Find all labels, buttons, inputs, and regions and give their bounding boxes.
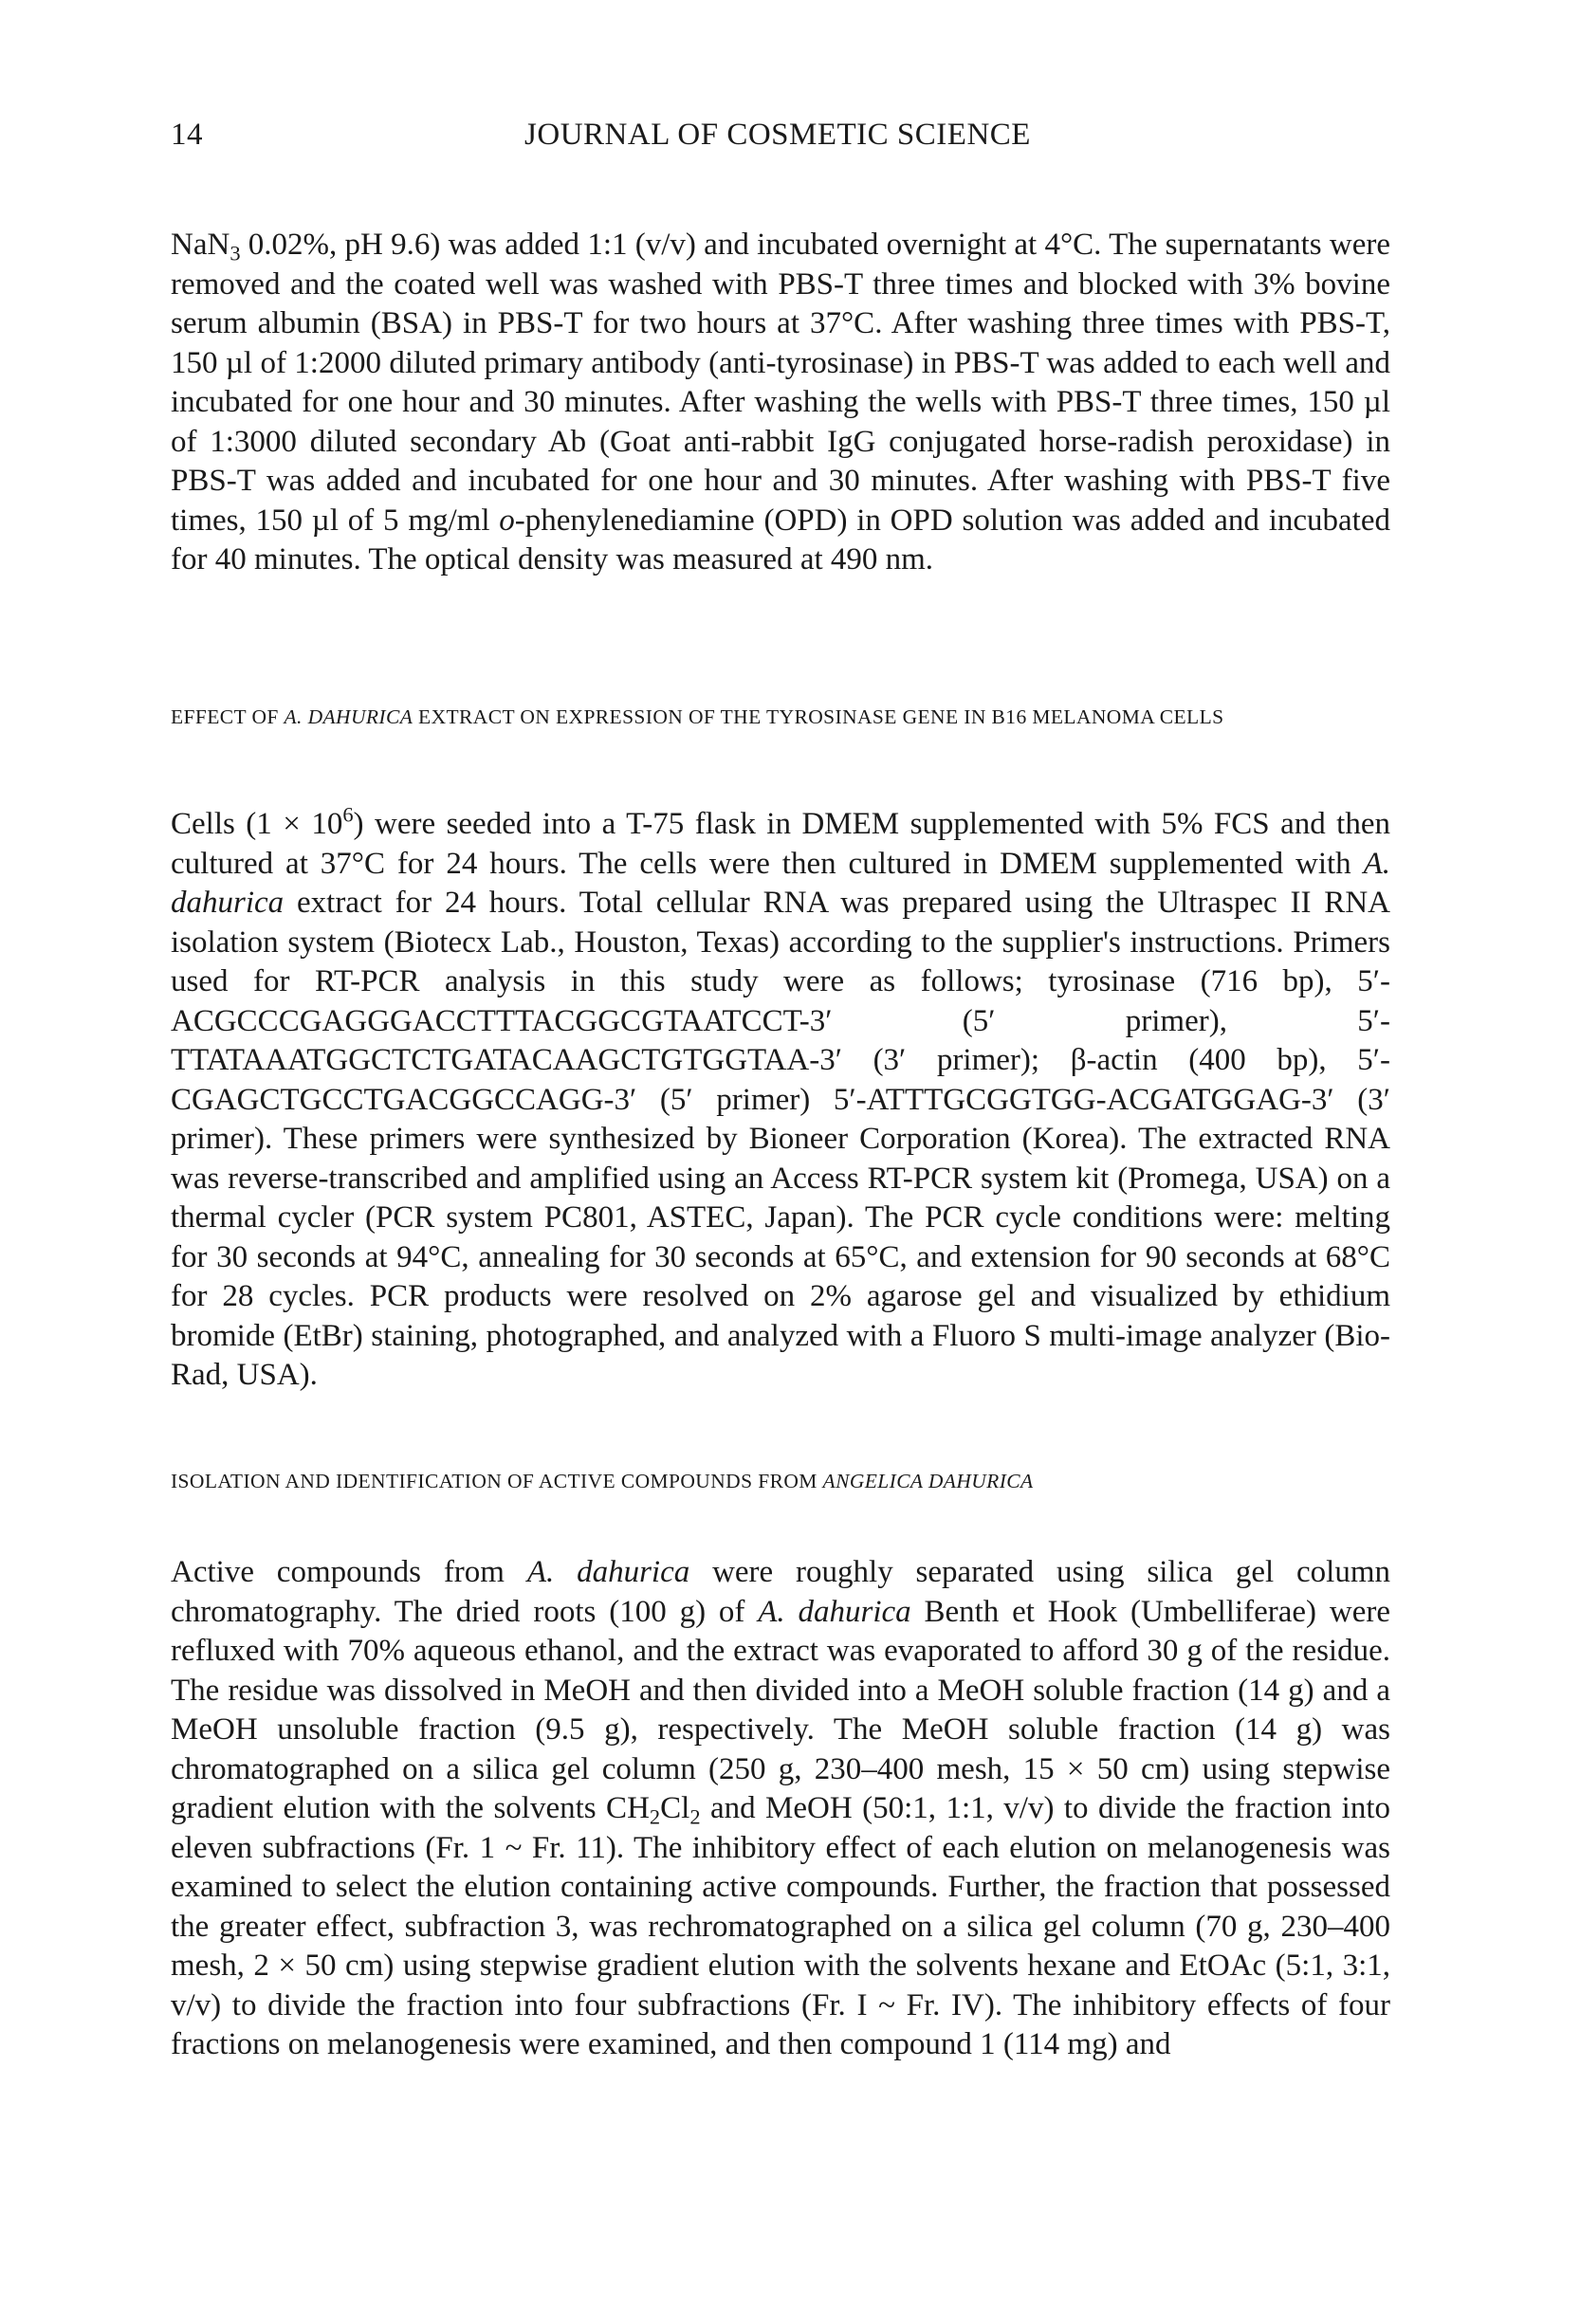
intro-paragraph: NaN$_3$ 0.02%, pH 9.6) was added 1:1 (v/v) and incubated overnight at 4°C. The supernatants were removed and the coated well was washed with PBS-T three times and blocked with 3% bovine serum albumin (BSA) in PBS-T for two hours at 37°C. After washing three times with PBS-T, 150 µl of 1:2000 diluted primary antibody (anti-tyrosinase) in PBS-T was added to each well and incubated for one hour and 30 minutes. After washing the wells with PBS-T three times, 150 µl of 1:3000 diluted secondary Ab (Goat anti-rabbit IgG conjugated horse-radish peroxidase) in PBS-T was added and incubated for one hour and 30 minutes. After washing with PBS-T five times, 150 µl of 5 mg/ml o-phenylenediamine (OPD) in OPD solution was added and incubated for 40 minutes. The optical density was measured at 490 nm. <box>171 228 1390 576</box>
isolation-paragraph-block <box>171 1553 1390 2065</box>
running-head <box>171 118 1385 165</box>
section-heading-expression: EFFECT OF A. DAHURICA EXTRACT ON EXPRESSION OF THE TYROSINASE GENE IN B16 MELANOMA CELLS <box>171 705 1224 728</box>
intro-paragraph-block <box>171 226 1390 580</box>
isolation-paragraph: Active compounds from A. dahurica were roughly separated using silica gel column chromatography. The dried roots (100 g) of A. dahurica Benth et Hook (Umbelliferae) were refluxed with 70% aqueous ethanol, and the extract was evaporated to afford 30 g of the residue. The residue was dissolved in MeOH and then divided into a MeOH soluble fraction (14 g) and a MeOH unsoluble fraction (9.5 g), respectively. The MeOH soluble fraction (14 g) was chromatographed on a silica gel column (250 g, 230–400 mesh, 15 × 50 cm) using stepwise gradient elution with the solvents $CH_2Cl_2$ and MeOH (50:1, 1:1, v/v) to divide the fraction into eleven subfractions (Fr. 1 ~ Fr. 11). The inhibitory effect of each elution on melanogenesis was examined to select the elution containing active compounds. Further, the fraction that possessed the greater effect, subfraction 3, was rechromatographed on a silica gel column (70 g, 230–400 mesh, 2 × 50 cm) using stepwise gradient elution with the solvents hexane and EtOAc (5:1, 3:1, v/v) to divide the fraction into four subfractions (Fr. I ~ Fr. IV). The inhibitory effects of four fractions on melanogenesis were examined, and then compound 1 (114 mg) and <box>171 1555 1390 2061</box>
journal-title: JOURNAL OF COSMETIC SCIENCE <box>524 118 1031 152</box>
page-number: 14 <box>171 118 203 152</box>
section-heading-isolation: ISOLATION AND IDENTIFICATION OF ACTIVE COMPOUNDS FROM ANGELICA DAHURICA <box>171 1470 1034 1492</box>
expression-paragraph-block <box>171 802 1391 1396</box>
expression-paragraph: Cells $(1 \times 10^6)$ were seeded into a T-75 flask in DMEM supplemented with 5% FCS and then cultured at 37°C for 24 hours. The cells were then cultured in DMEM supplemented with A. dahurica extract for 24 hours. Total cellular RNA was prepared using the Ultraspec II RNA isolation system (Biotecx Lab., Houston, Texas) according to the supplier's instructions. Primers used for RT-PCR analysis in this study were as follows; tyrosinase (716 bp), 5′-ACGCCCGAGGGACCTTTACGGCGTAATCCT-3′ (5′ primer), 5′-TTATAAATGGCTCTGATACAAGCTGTGGTAA-3′ (3′ primer); β-actin (400 bp), 5′-CGAGCTGCCTGACGGCCAGG-3′ (5′ primer) 5′-ATTTGCGGTGG-ACGATGGAG-3′ (3′ primer). These primers were synthesized by Bioneer Corporation (Korea). The extracted RNA was reverse-transcribed and amplified using an Access RT-PCR system kit (Promega, USA) on a thermal cycler (PCR system PC801, ASTEC, Japan). The PCR cycle conditions were: melting for 30 seconds at 94°C, annealing for 30 seconds at 65°C, and extension for 90 seconds at 68°C for 28 cycles. PCR products were resolved on 2% agarose gel and visualized by ethidium bromide (EtBr) staining, photographed, and analyzed with a Fluoro S multi-image analyzer (Bio-Rad, USA). <box>171 802 1391 1392</box>
